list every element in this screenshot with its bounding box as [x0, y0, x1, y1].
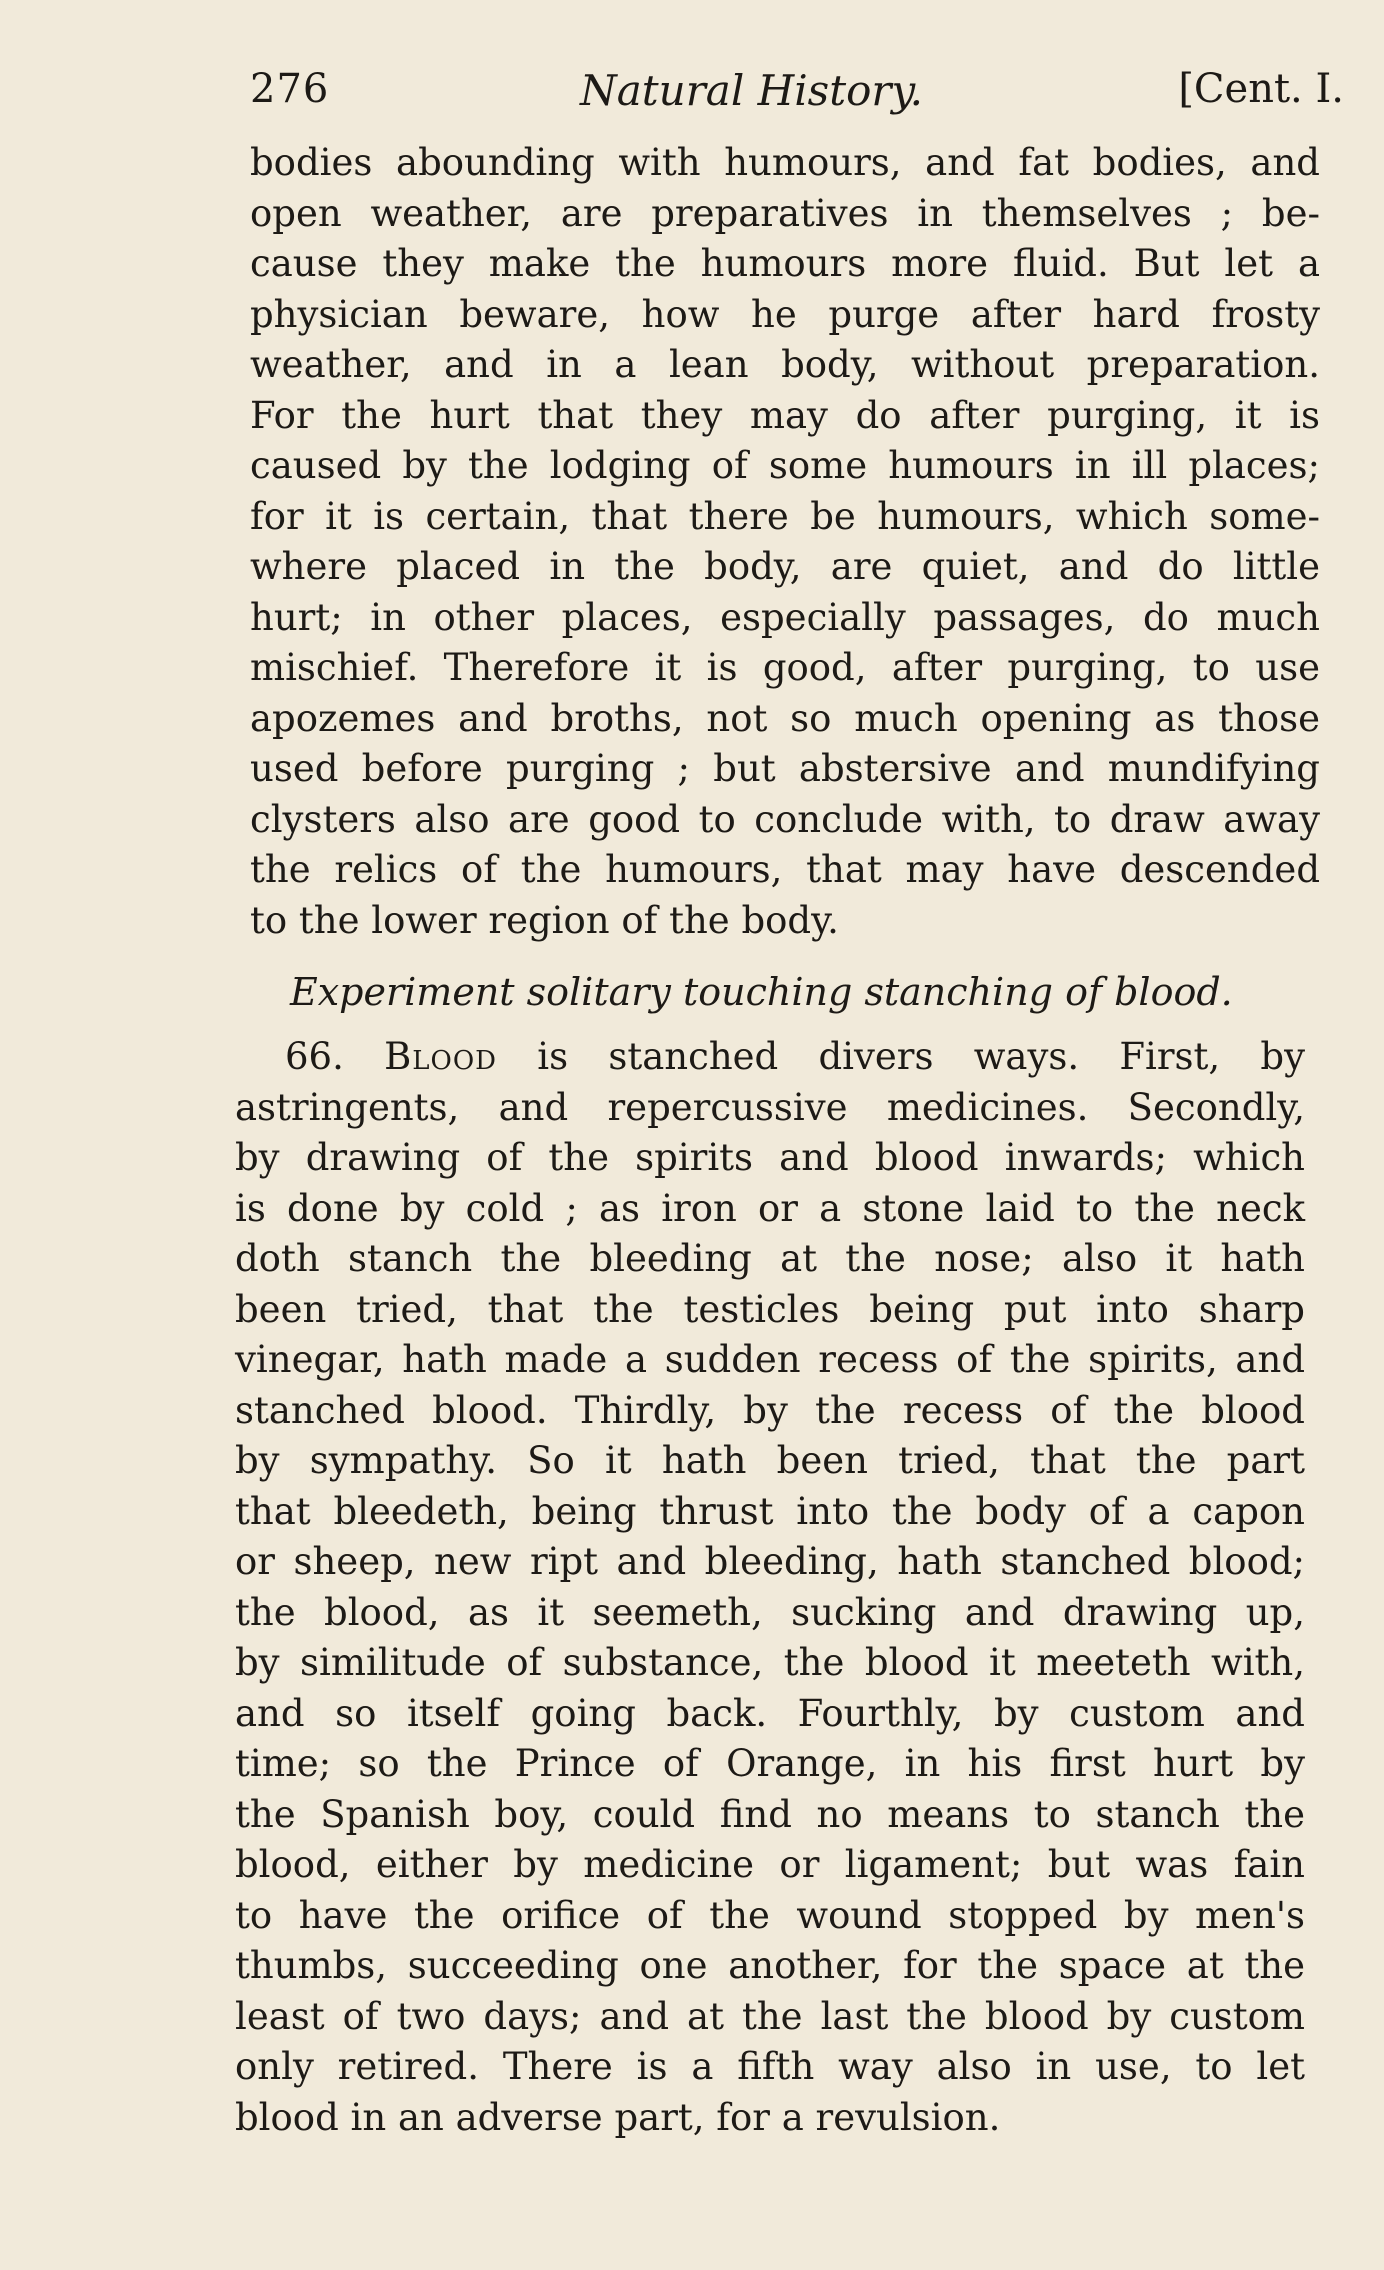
text-line: where placed in the body, are quiet, and do little [250, 545, 1320, 588]
section-heading: Experiment solitary touching stanching of blood. [290, 970, 1233, 1014]
text-line: that bleedeth, being thrust into the body of a capon [235, 1489, 1305, 1533]
text-line: is done by cold ; as iron or a stone laid to the neck [235, 1186, 1305, 1230]
text-line: hurt; in other places, especially passages, do much [250, 595, 1320, 639]
text-line: only retired. There is a fifth way also in use, to let [235, 2045, 1305, 2088]
text-line: mischief. Therefore it is good, after purging, to use [250, 646, 1320, 689]
text-line: thumbs, succeeding one another, for the space at the [235, 1944, 1305, 1987]
text-line: bodies abounding with humours, and fat bodies, and [250, 141, 1320, 184]
running-title: Natural History. [580, 66, 923, 115]
text-line: vinegar, hath made a sudden recess of the spirits, and [235, 1338, 1305, 1381]
page-header [230, 62, 1344, 138]
text-line: the Spanish boy, could find no means to stanch the [235, 1792, 1305, 1836]
text-line: physician beware, how he purge after hard frosty [250, 292, 1320, 336]
text-line: or sheep, new ript and bleeding, hath stanched blood; [235, 1540, 1305, 1583]
century-marker: [Cent. I. [1178, 66, 1344, 112]
text-line: apozemes and broths, not so much opening as those [250, 696, 1320, 740]
text-line: cause they make the humours more fluid. But let a [250, 242, 1320, 285]
text-line: stanched blood. Thirdly, by the recess of the blood [235, 1388, 1305, 1432]
paragraph-number: 66. [285, 1035, 344, 1078]
book-page [230, 62, 1344, 2143]
text-line: clysters also are good to conclude with, to draw away [250, 797, 1320, 841]
text-line: the blood, as it seemeth, sucking and drawing up, [235, 1590, 1305, 1634]
text-line: used before purging ; but abstersive and mundifying [250, 747, 1320, 790]
text-line: by drawing of the spirits and blood inwards; which [235, 1136, 1305, 1179]
text-line: by sympathy. So it hath been tried, that the part [235, 1439, 1305, 1482]
text-line: For the hurt that they may do after purging, it is [250, 393, 1320, 437]
text-line: caused by the lodging of some humours in ill places; [250, 444, 1320, 487]
text-line: astringents, and repercussive medicines. Secondly, [235, 1085, 1305, 1129]
first-line-text: is stanched divers ways. First, by [537, 1035, 1305, 1078]
text-line: blood in an adverse part, for a revulsion. [235, 2095, 1001, 2139]
text-line: least of two days; and at the last the blood by custom [235, 1994, 1305, 2038]
text-line: blood, either by medicine or ligament; but was fain [235, 1843, 1305, 1886]
text-line: the relics of the humours, that may have descended [250, 848, 1320, 891]
paragraph-stanching-blood [235, 1032, 1334, 2143]
text-line: weather, and in a lean body, without preparation. [250, 343, 1320, 386]
text-line: been tried, that the testicles being put into sharp [235, 1287, 1305, 1331]
text-line: for it is certain, that there be humours, which some- [250, 494, 1320, 538]
page-number: 276 [250, 66, 330, 112]
text-line: time; so the Prince of Orange, in his first hurt by [235, 1742, 1305, 1785]
lead-word: Blood [384, 1035, 498, 1078]
text-line: and so itself going back. Fourthly, by custom and [235, 1691, 1305, 1735]
text-line: to have the orifice of the wound stopped by men's [235, 1893, 1305, 1937]
paragraph-purging [230, 138, 1334, 946]
text-line: by similitude of substance, the blood it meeteth with, [235, 1641, 1305, 1684]
text-line: to the lower region of the body. [250, 898, 839, 942]
text-line: open weather, are preparatives in themselves ; be- [250, 191, 1320, 235]
text-line [235, 1032, 1305, 1083]
text-line: doth stanch the bleeding at the nose; also it hath [235, 1237, 1305, 1280]
